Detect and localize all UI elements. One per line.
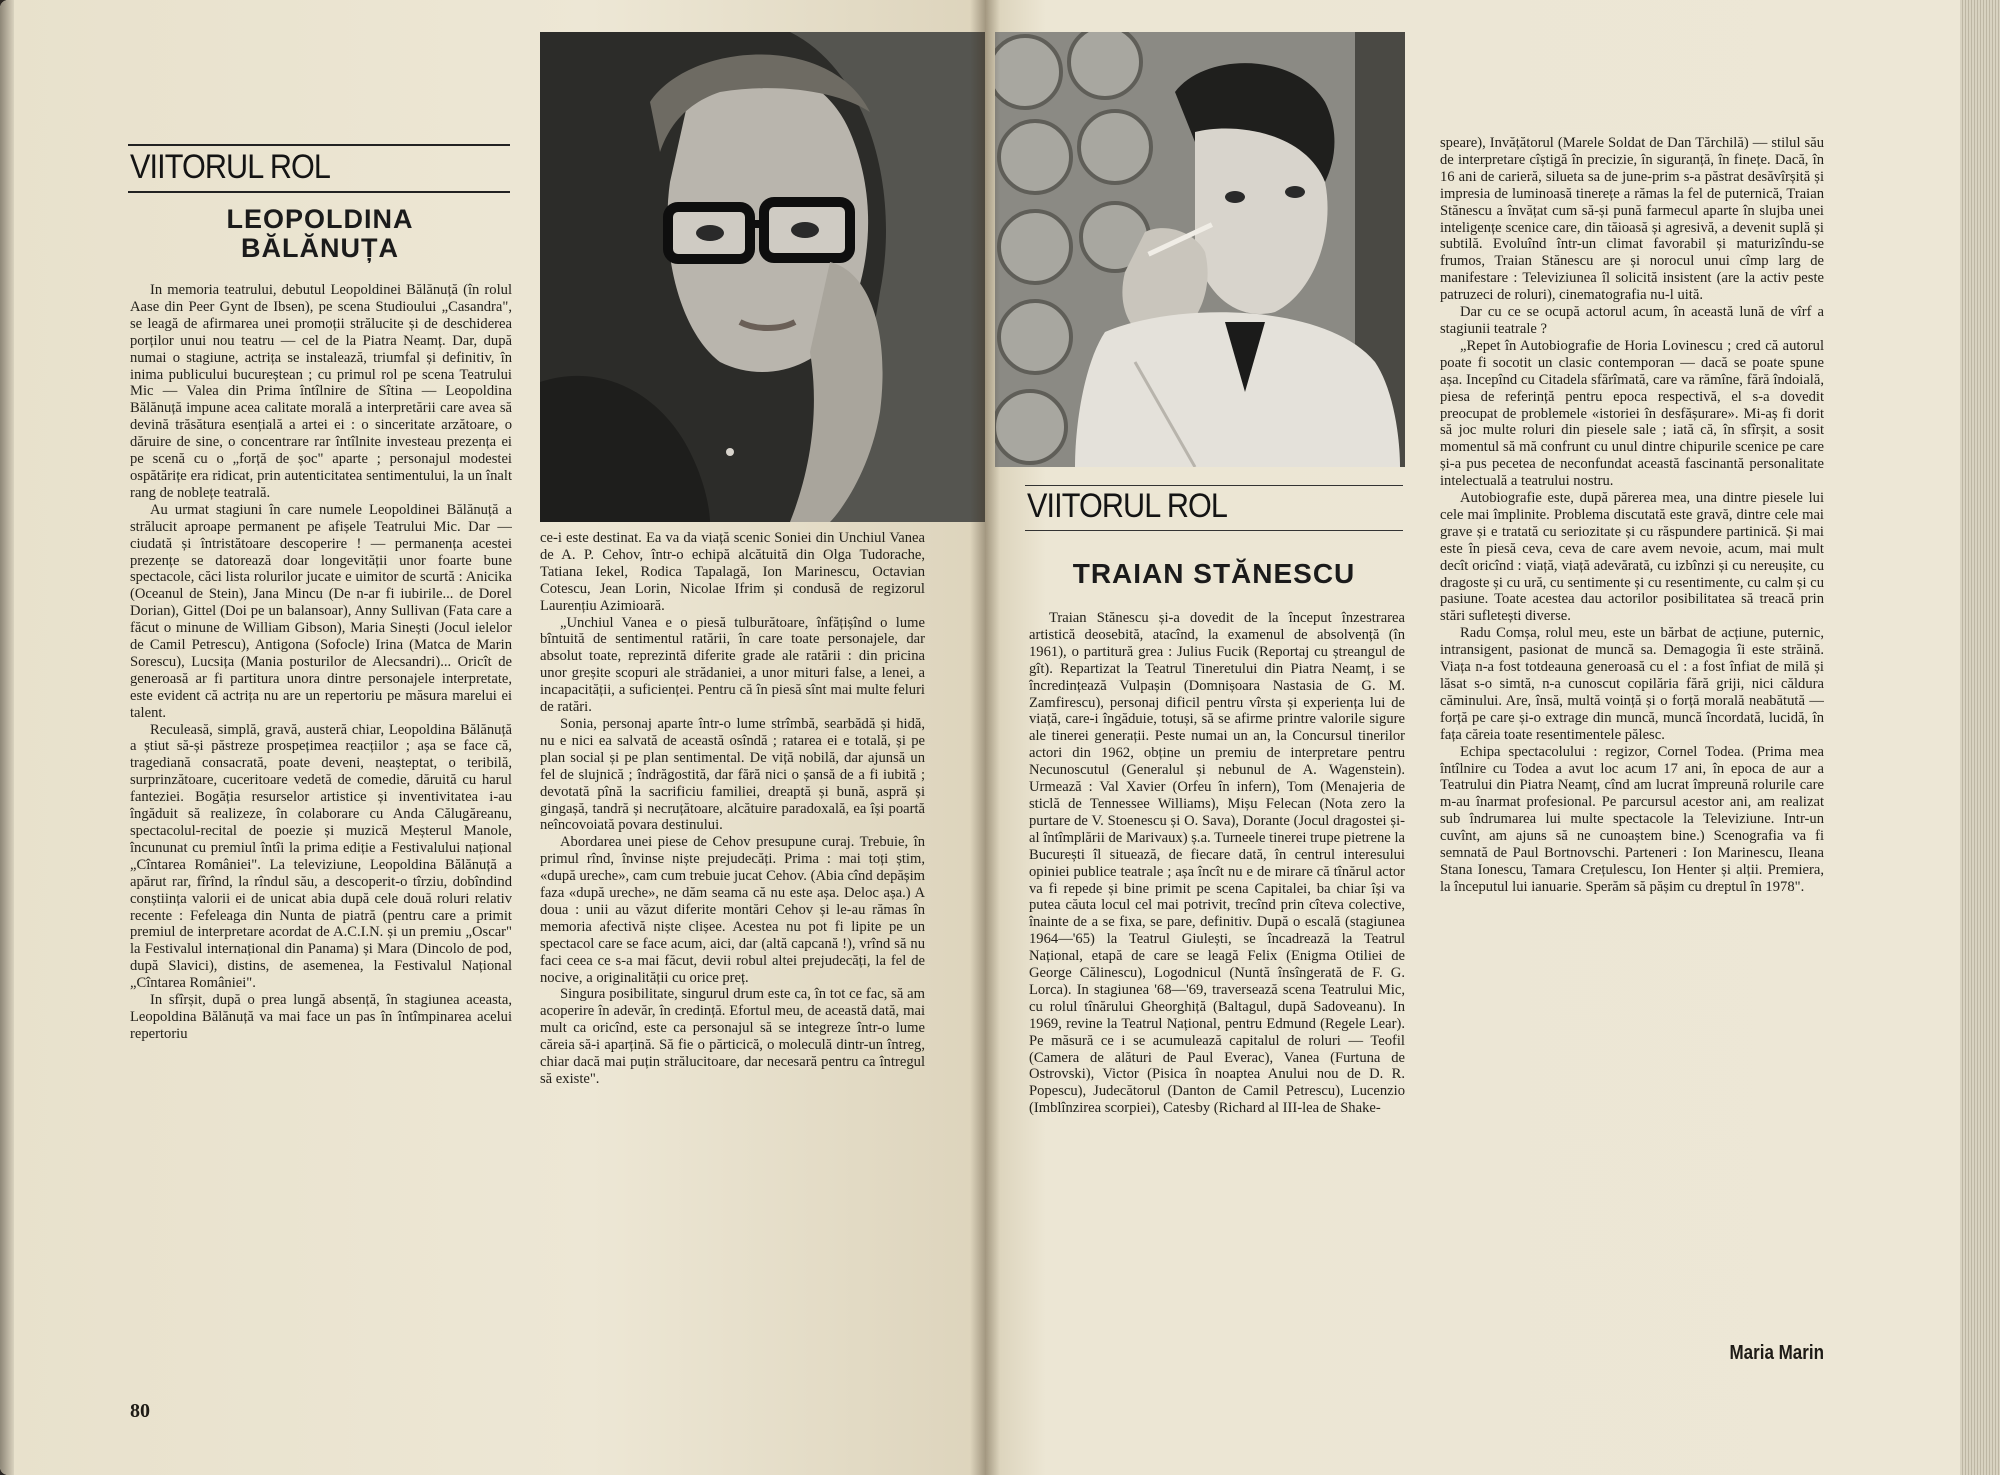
right-column-1: [1029, 610, 1405, 1400]
section-rule-top: [1025, 485, 1403, 486]
section-rule-top: [128, 144, 510, 146]
paragraph: Radu Comșa, rolul meu, este un bărbat de acțiune, puternic, intransigent, pasionat de muncă sa. Demagogia îi este străină. Viața n-a fost totdeauna generoasă cu el : a fost înfiat de milă și lăsat s-o simtă, n-a cunoscut copilăria fără griji, nici căldura căminului. Are, însă, multă voință și o forță morală neabătută — forță pe care și-o extrage din muncă, muncă încordată, lucidă, în fața căreia toate resentimentele pălesc.: [1440, 625, 1824, 743]
paragraph: Singura posibilitate, singurul drum este ca, în tot ce fac, să am acoperire în adevăr, în credință. Efortul meu, de această dată, mai mult ca oricînd, este ca personajul să se integreze într-o lume căreia să-i aparțină. Să fie o părticică, o moleculă dintr-un întreg, chiar dacă mai puțin strălucitoare, dar necesară pentru ca întregul să existe".: [540, 986, 925, 1087]
paragraph: In sfîrșit, după o prea lungă absență, în stagiunea aceasta, Leopoldina Bălănuță va mai face un pas în întîmpinarea acelui repertoriu: [130, 992, 512, 1042]
paragraph: „Repet în Autobiografie de Horia Lovinescu ; cred că autorul poate fi socotit un clasic contemporan — dacă se poate spune așa. Incepînd cu Citadela sfărîmată, care va rămîne, fără îndoială, piesa de referință pentru epoca respectivă, el s-a dovedit preocupat de problemele «istoriei în desfășurare». Mi-aș fi dorit să joc multe roluri din piesele sale ; iată că, în sfîrșit, a sosit momentul să mă confrunt cu unul dintre chipurile scenice pe care și-a pus pecetea de neconfundat această fascinantă personalitate intelectuală a teatrului nostru.: [1440, 337, 1824, 490]
left-page: [0, 0, 985, 1475]
title-line-1: LEOPOLDINA: [226, 204, 414, 234]
paragraph: Dar cu ce se ocupă actorul acum, în această lună de vîrf a stagiunii teatrale ?: [1440, 304, 1824, 337]
section-label-right: VIITORUL ROL: [1027, 487, 1228, 525]
left-column-2: [540, 530, 925, 1400]
section-rule-bottom: [1025, 530, 1403, 531]
paragraph: Au urmat stagiuni în care numele Leopoldinei Bălănuță a strălucit aproape permanent pe afișele Teatrului Mic. Dar — ciudată și întristătoare descoperire ! — permanența acestei prezențe se datorează doar longevității unor foarte bune spectacole, căci lista rolurilor jucate e uimitor de scurtă : Anicika (Oceanul de Stein), Jana Mincu (De n-ar fi iubirile... de Dorel Dorian), Gittel (Doi pe un balansoar), Anny Sullivan (Fata care a făcut o minune de William Gibson), Maria Sinești (Jocul ielelor de Camil Petrescu), Antigona (Sofocle) Irina (Matca de Marin Sorescu), Lucsița (Mania posturilor de Alecsandri)... Oricît de generoasă ar fi partitura unora dintre personajele interpretate, este evident că actrița nu are un repertoriu pe măsura marelui ei talent.: [130, 501, 512, 721]
article-title-left: [130, 205, 510, 263]
author-byline: Maria Marin: [1729, 1342, 1824, 1364]
portrait-photo-traian: [995, 32, 1405, 467]
portrait-image: [540, 32, 985, 522]
paragraph: Echipa spectacolului : regizor, Cornel Todea. (Prima mea întîlnire cu Todea a avut loc acum 17 ani, în epoca de aur a Teatrului din Piatra Neamț, cînd am lucrat împreună rolurile care m-au înarmat profesional. Pe parcursul acestor ani, am realizat sub îndrumarea lui multe spectacole la Televiziune. Intr-un cuvînt, am ajuns să ne cunoaștem bine.) Scenografia va fi semnată de Paul Bortnovschi. Parteneri : Ion Marinescu, Ileana Stana Ionescu, Tamara Crețulescu, Ion Henter și alții. Premiera, la începutul lui ianuarie. Sperăm să pășim cu dreptul în 1978".: [1440, 743, 1824, 895]
left-page-edge: [0, 0, 14, 1475]
paragraph: ce-i este destinat. Ea va da viață scenic Soniei din Unchiul Vanea de A. P. Cehov, într-o echipă alcătuită din Olga Tudorache, Tatiana Iekel, Rodica Tapalagă, Ion Marinescu, Octavian Cotescu, Jean Lorin, Nicolae Ifrim și condusă de regizorul Laurențiu Azimioară.: [540, 530, 925, 614]
section-rule-bottom: [128, 191, 510, 193]
right-page: [985, 0, 2000, 1475]
portrait-photo-leopoldina: [540, 32, 985, 522]
section-label-left: VIITORUL ROL: [130, 148, 331, 186]
paragraph: „Unchiul Vanea e o piesă tulburătoare, înfățișînd o lume bîntuită de sentimentul ratării, în care toate personajele, dar absolut toate, reprezintă diferite grade ale ratării : din pricina unor greșite scopuri ale strădaniei, a unor mituri false, a lenei, a incapacității, a suficienței. Pentru că în piesă sînt mai multe feluri de ratări.: [540, 614, 925, 716]
paragraph: Sonia, personaj aparte într-o lume strîmbă, searbădă și hidă, nu e nici ea salvată de această osîndă ; ratarea ei e totală, și pe plan social și pe plan sentimental. De viță nobilă, dar ajunsă un fel de slujnică ; îndrăgostită, dar fără nici o șansă de a fi iubită ; devotată pînă la sacrificiu familiei, dreaptă și bună, aspră și gingașă, tandră și necruțătoare, alcătuire paradoxală, ea își poartă neîncovoiată povara destinului.: [540, 715, 925, 834]
paragraph: Abordarea unei piese de Cehov presupune curaj. Trebuie, în primul rînd, învinse niște prejudecăți. Prima : mai toți știm, «după ureche», cam cum trebuie jucat Cehov. (Abia cînd depășim faza «după ureche», ne dăm seama că nu este așa. Deloc așa.) A doua : unii au văzut diferite montări Cehov și le-au rămas în memoria afectivă niște clișee. Acestea nu pot fi lipite pe un spectacol care se face acum, aici, dar (altă capcană !), vrînd să nu faci ceea ce s-a mai făcut, devii robul altei prejudecăți, la fel de nocive, a originalității cu orice preț.: [540, 834, 925, 986]
title-line-2: BĂLĂNUȚA: [241, 233, 399, 263]
paragraph: speare), Invățătorul (Marele Soldat de Dan Tărchilă) — stilul său de interpretare cîștigă în precizie, în siguranță, în finețe. Dacă, în 16 ani de carieră, silueta sa de june-prim s-a păstrat desăvîrșită și impresia de luminoasă tinerețe a rămas la fel de puternică, Traian Stănescu a învățat cum să-și pună farmecul aparte în slujba unei inteligențe scenice care, din tăioasă și agresivă, a devenit suplă și subtilă. Evoluînd într-un climat favorabil și maturizîndu-se frumos, Traian Stănescu are și norocul unui cîmp larg de manifestare : Televiziunea îl solicită insistent (are la activ peste patruzeci de roluri), cinematografia nu-l uită.: [1440, 135, 1824, 304]
paragraph: Traian Stănescu și-a dovedit de la început înzestrarea artistică deosebită, atacînd, la examenul de absolvență (în 1961), o partitură grea : Julius Fucik (Reportaj cu ștreangul de gît). Repartizat la Teatrul Tineretului din Piatra Neamț, i se încredințează Vulpașin (Domnișoara Nastasia de G. M. Zamfirescu), personaj dificil pentru vîrsta și experiența lui de viață, care-i îngăduie, totuși, să se afirme printre valorile sigure ale tinerei generații. Peste numai un an, la Concursul tinerilor actori din 1962, obține un premiu de interpretare pentru Necunoscutul (Generalul și nebunul de A. Wagenstein). Urmează : Val Xavier (Orfeu în infern), Tom (Menajeria de sticlă de Tennessee Williams), Mișu Felecan (Nota zero la purtare de V. Stoenescu și O. Sava), Dorante (Jocul dragostei și-al întîmplării de Marivaux) ș.a. Turneele tinerei trupe pietrene la București îl situează, de fiecare dată, în centrul interesului opiniei publice teatrale ; așa încît nu e de mirare că tînărul actor va fi repede și bine primit pe scena Capitalei, ba chiar își va putea căuta locul cel mai potrivit, trecînd prin cîteva colective, înainte de a se fixa, se pare, definitiv. După o escală (stagiunea 1964—'65) la Teatrul Giulești, se încadrează la Teatrul Național, etapă de care se leagă Felix (Enigma Otiliei de George Călinescu), Logodnicul (Nuntă însîngerată de F. G. Lorca). In stagiunea '68—'69, traversează scena Teatrului Mic, cu rolul tînărului Gheorghiță (Baltagul, după Sadoveanu). In 1969, revine la Teatrul Național, pentru Edmund (Regele Lear). Pe măsură ce i se acumulează capitalul de roluri — Teofil (Camera de alături de Paul Everac), Vanea (Furtuna de Ostrovski), Victor (Pisica în noaptea Anului nou de D. R. Popescu), Judecătorul (Danton de Camil Petrescu), Lucenzio (Imblînzirea scorpiei), Catesby (Richard al III-lea de Shake-: [1029, 610, 1405, 1117]
page-number: 80: [130, 1400, 150, 1422]
right-column-2: [1440, 135, 1824, 1370]
paragraph: In memoria teatrului, debutul Leopoldinei Bălănuță (în rolul Aase din Peer Gynt de Ibsen), pe scena Studioului „Casandra", se leagă de afirmarea unei promoții strălucite și de deschiderea porților unui nou teatru — cel de la Piatra Neamț. Dar, după numai o stagiune, actrița se instalează, triumfal și definitiv, în inima publicului bucureștean ; cu primul rol pe scena Teatrului Mic — Valea din Prima întîlnire de Sîtina — Leopoldina Bălănuță impune acea calitate morală a interpretării care avea să devină trăsătura esențială a artei ei : o sinceritate arzătoare, o dăruire de sine, o concentrare rar întîlnite investeau prezența ei pe scenă cu o „forță de șoc" aparte ; personajul modestei ospătărițe era ridicat, prin autenticitatea sentimentului, la un înalt rang de noblețe teatrală.: [130, 282, 512, 501]
book-gutter: [970, 0, 1000, 1475]
left-column-1: [130, 282, 512, 1392]
portrait-image: [995, 32, 1405, 467]
right-page-edge: [1960, 0, 2000, 1475]
paragraph: Autobiografie este, după părerea mea, una dintre piesele lui cele mai împlinite. Problema discutată este gravă, dintre cele mai grave și e tratată cu seriozitate și cu răspundere partinică. Și mai este în piesă ceva, ceva de care avem nevoie, acum, mai mult decît oricînd : viață, viață adevărată, cu izbînzi și cu nereușite, cu dragoste și cu ură, cu sentimente și cu resentimente, cu calm și cu pasiune. Toate acestea dau actorilor posibilitatea să treacă prin stări sufletești diverse.: [1440, 490, 1824, 625]
paragraph: Reculeasă, simplă, gravă, austeră chiar, Leopoldina Bălănuță a știut să-și păstreze prospețimea reacțiilor ; așa se face că, tragediană consacrată, poate deveni, neașteptat, o teribilă, surprinzătoare, cuceritoare vedetă de comedie, dăruită cu harul fanteziei. Bogăția resurselor artistice și inventivitatea i-au îngăduit să realizeze, în colaborare cu Anda Călugăreanu, spectacolul-recital de poezie și muzică Meșterul Manole, încununat cu premiul întîi la prima ediție a Festivalului național „Cîntarea României". La televiziune, Leopoldina Bălănuță a apărut rar, fîrînd, la rîndul său, a descoperit-o tîrziu, dobîndind conștiința valorii ei de unicat abia după cele două roluri relativ recente : Fefeleaga din Nunta de piatră (pentru care a primit premiul de interpretare acordat de A.C.I.N. și un premiu „Oscar" la Festivalul internațional din Panama) și Mara (Dincolo de pod, după Slavici), distins, de asemenea, la Festivalul Național „Cîntarea României".: [130, 721, 512, 992]
article-title-right: TRAIAN STĂNESCU: [1072, 558, 1356, 589]
